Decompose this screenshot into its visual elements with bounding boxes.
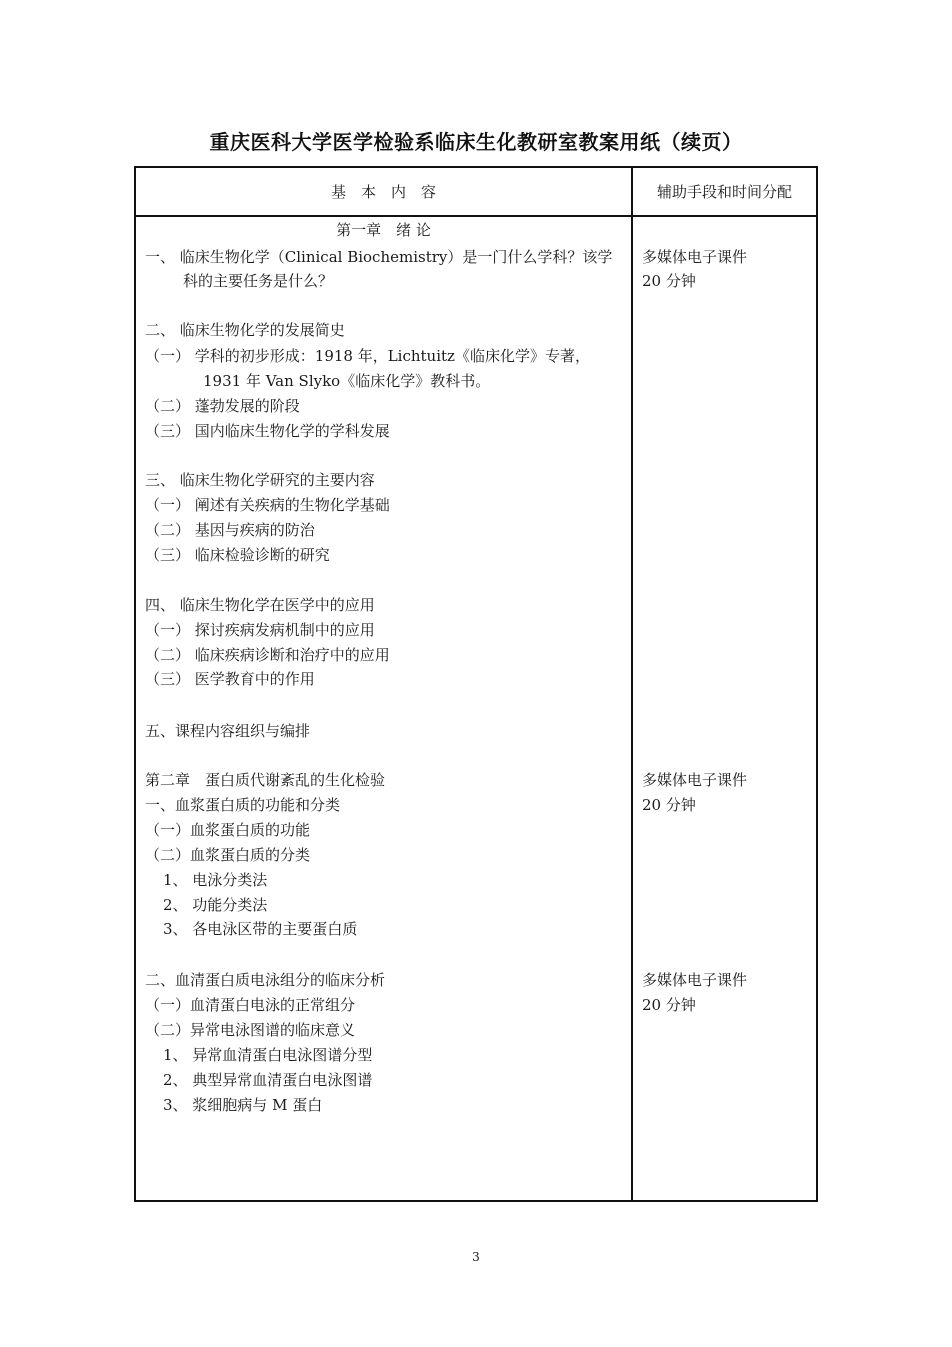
list-item: 1、 异常血清蛋白电泳图谱分型 bbox=[163, 1046, 373, 1064]
section-heading: 二、血清蛋白质电泳组分的临床分析 bbox=[145, 971, 386, 989]
subsection-item: （二） 基因与疾病的防治 bbox=[145, 521, 315, 539]
list-item: 1、 电泳分类法 bbox=[163, 871, 268, 889]
list-item: 3、 浆细胞病与 M 蛋白 bbox=[163, 1096, 323, 1114]
subsection-item: （二）异常电泳图谱的临床意义 bbox=[145, 1021, 356, 1039]
section-heading: 五、课程内容组织与编排 bbox=[145, 722, 311, 740]
subsection-item: （二） 蓬勃发展的阶段 bbox=[145, 397, 300, 415]
header-aux-cell: 辅助手段和时间分配 bbox=[656, 183, 792, 201]
subsection-item: （一） 学科的初步形成：1918 年，Lichtuitz《临床化学》专著， bbox=[145, 347, 590, 365]
section-heading: 四、 临床生物化学在医学中的应用 bbox=[145, 596, 375, 614]
aux-time-note: 20 分钟 bbox=[642, 996, 696, 1014]
section-heading: 三、 临床生物化学研究的主要内容 bbox=[145, 471, 375, 489]
chapter-heading: 第二章 蛋白质代谢紊乱的生化检验 bbox=[145, 771, 386, 789]
subsection-item: （二） 临床疾病诊断和治疗中的应用 bbox=[145, 646, 390, 664]
page-number: 3 bbox=[472, 1250, 480, 1264]
aux-time-note: 20 分钟 bbox=[642, 796, 696, 814]
subsection-item: （三） 国内临床生物化学的学科发展 bbox=[145, 422, 390, 440]
subsection-item: （一） 探讨疾病发病机制中的应用 bbox=[145, 621, 375, 639]
subsection-item: （二）血浆蛋白质的分类 bbox=[145, 846, 311, 864]
list-item: 2、 功能分类法 bbox=[163, 896, 268, 914]
chapter-heading: 第一章 绪 论 bbox=[336, 221, 431, 239]
section-heading: 一、 临床生物化学（Clinical Biochemistry）是一门什么学科？该学 bbox=[145, 248, 613, 266]
section-heading: 二、 临床生物化学的发展简史 bbox=[145, 321, 345, 339]
subsection-item: （三） 医学教育中的作用 bbox=[145, 670, 315, 688]
header-divider bbox=[134, 215, 818, 217]
list-item: 2、 典型异常血清蛋白电泳图谱 bbox=[163, 1071, 373, 1089]
subsection-item: （一） 阐述有关疾病的生物化学基础 bbox=[145, 496, 390, 514]
section-heading: 一、血浆蛋白质的功能和分类 bbox=[145, 796, 341, 814]
list-item: 3、 各电泳区带的主要蛋白质 bbox=[163, 920, 358, 938]
header-content-cell: 基 本 内 容 bbox=[330, 183, 436, 201]
subsection-item: （一）血清蛋白电泳的正常组分 bbox=[145, 996, 356, 1014]
subsection-item: （一）血浆蛋白质的功能 bbox=[145, 821, 311, 839]
aux-media-note: 多媒体电子课件 bbox=[642, 971, 748, 989]
column-divider bbox=[631, 166, 633, 1202]
aux-media-note: 多媒体电子课件 bbox=[642, 771, 748, 789]
section-heading-cont: 科的主要任务是什么？ bbox=[183, 272, 334, 290]
page-title: 重庆医科大学医学检验系临床生化教研室教案用纸（续页） bbox=[209, 130, 743, 154]
aux-media-note: 多媒体电子课件 bbox=[642, 248, 748, 266]
subsection-item-cont: 1931 年 Van Slyko《临床化学》教科书。 bbox=[203, 372, 491, 390]
aux-time-note: 20 分钟 bbox=[642, 272, 696, 290]
subsection-item: （三） 临床检验诊断的研究 bbox=[145, 546, 330, 564]
